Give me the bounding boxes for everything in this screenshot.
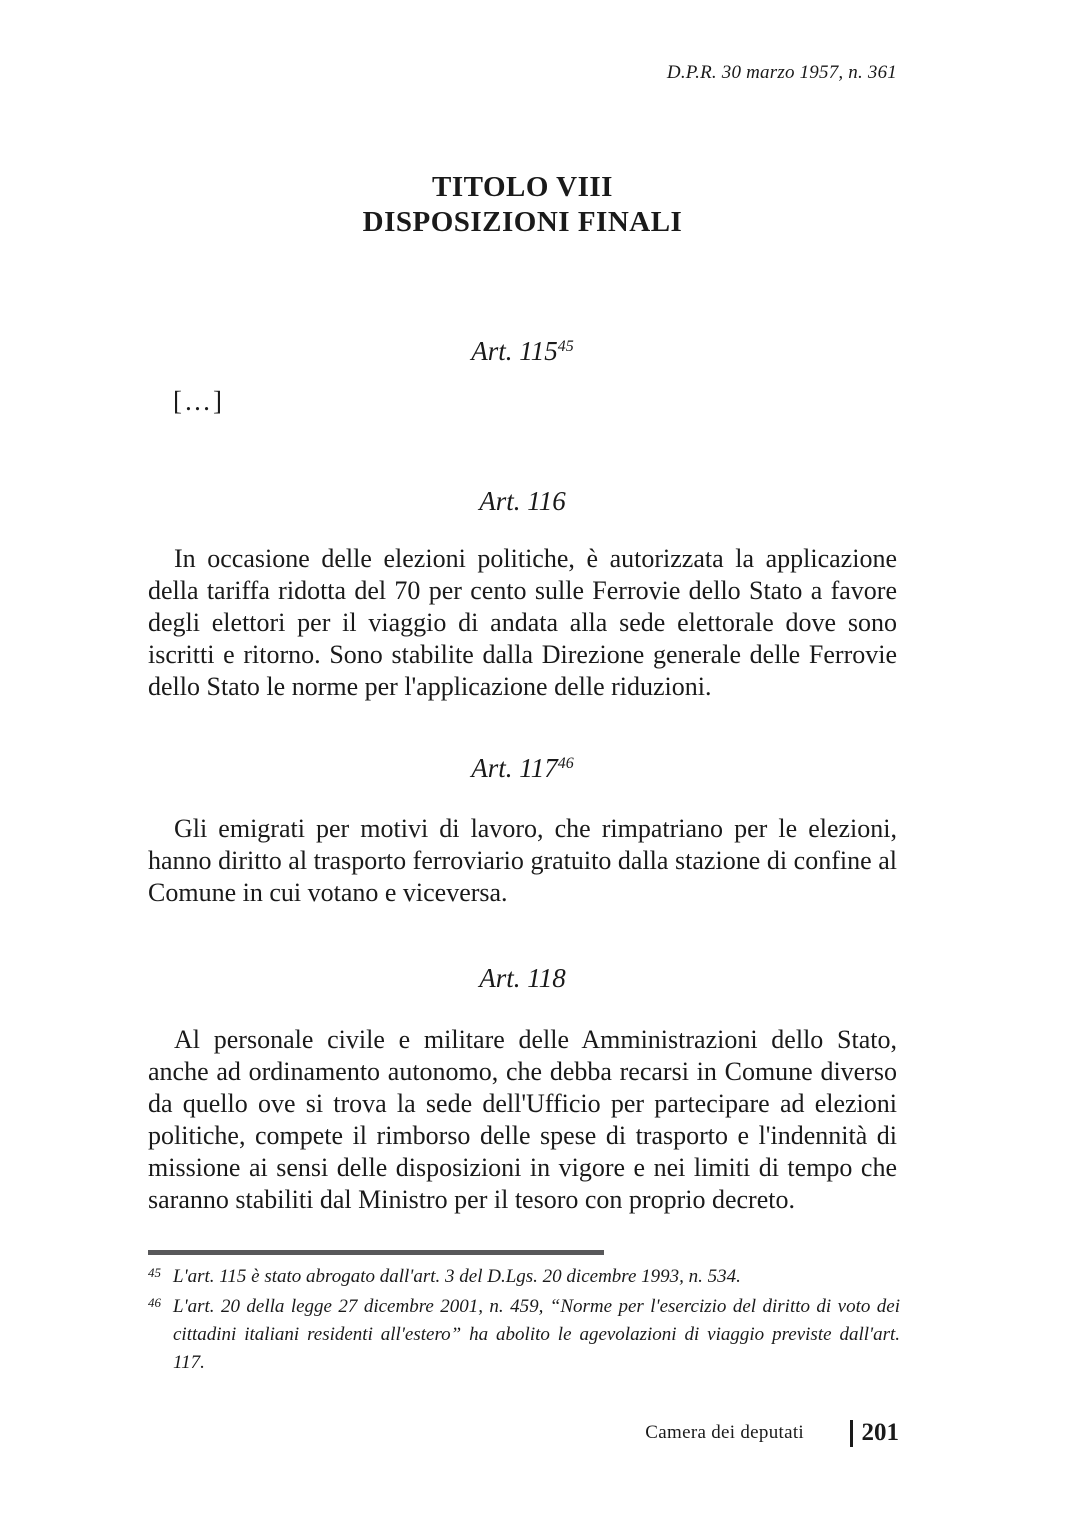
document-title — [148, 170, 897, 240]
page-header-citation: D.P.R. 30 marzo 1957, n. 361 — [666, 62, 897, 83]
article-117-label: Art. 117 — [471, 753, 558, 783]
article-117-heading — [148, 753, 897, 784]
footer-institution: Camera dei deputati — [645, 1422, 804, 1443]
footer-divider — [850, 1420, 853, 1447]
article-115-heading — [148, 336, 897, 367]
article-117-paragraph: Gli emigrati per motivi di lavoro, che rimpatriano per le elezioni, hanno diritto al trasporto ferroviario gratuito dalla stazione di confine al Comune in cui votano e viceversa. — [148, 814, 897, 907]
footnote-45 — [148, 1263, 900, 1291]
page-footer — [148, 1418, 899, 1448]
article-118-heading — [148, 963, 897, 994]
omitted-text-marker: […] — [173, 386, 224, 416]
footer-page-number: 201 — [861, 1419, 899, 1446]
title-line-1: TITOLO VIII — [432, 171, 613, 203]
footnotes-block — [148, 1263, 900, 1379]
article-118-label: Art. 118 — [479, 963, 566, 993]
article-116-heading — [148, 486, 897, 517]
article-118-paragraph: Al personale civile e militare delle Amministrazioni dello Stato, anche ad ordinamento autonomo, che debba recarsi in Comune diverso da quello ove si trova la sede dell'Ufficio per partecipare ad elezioni politiche, compete il rimborso delle spese di trasporto e l'indennità di missione ai sensi delle disposizioni in vigore e nei limiti di tempo che saranno stabiliti dal Ministro per il tesoro con proprio decreto. — [148, 1025, 897, 1214]
article-116-label: Art. 116 — [479, 486, 566, 516]
footnote-ref-46: 46 — [557, 755, 574, 772]
footnote-separator-rule — [148, 1250, 604, 1255]
article-115-label: Art. 115 — [471, 336, 558, 366]
footnote-45-number: 45 — [148, 1265, 161, 1280]
title-line-2: DISPOSIZIONI FINALI — [362, 206, 683, 238]
footnote-46-text: L'art. 20 della legge 27 dicembre 2001, n. 459, “Norme per l'esercizio del diritto di voto dei cittadini italiani residenti all'estero” ha abolito le agevolazioni di viaggio previste dall'art. 117. — [173, 1296, 900, 1373]
footnote-45-text: L'art. 115 è stato abrogato dall'art. 3 del D.Lgs. 20 dicembre 1993, n. 534. — [173, 1266, 741, 1287]
article-116-paragraph: In occasione delle elezioni politiche, è autorizzata la applicazione della tariffa ridotta del 70 per cento sulle Ferrovie dello Stato a favore degli elettori per il viaggio di andata alla sede elettorale dove sono iscritti e ritorno. Sono stabilite dalla Direzione generale delle Ferrovie dello Stato le norme per l'applicazione delle riduzioni. — [148, 544, 897, 701]
footnote-46 — [148, 1293, 900, 1377]
footnote-46-number: 46 — [148, 1295, 161, 1310]
footnote-ref-45: 45 — [557, 338, 574, 355]
